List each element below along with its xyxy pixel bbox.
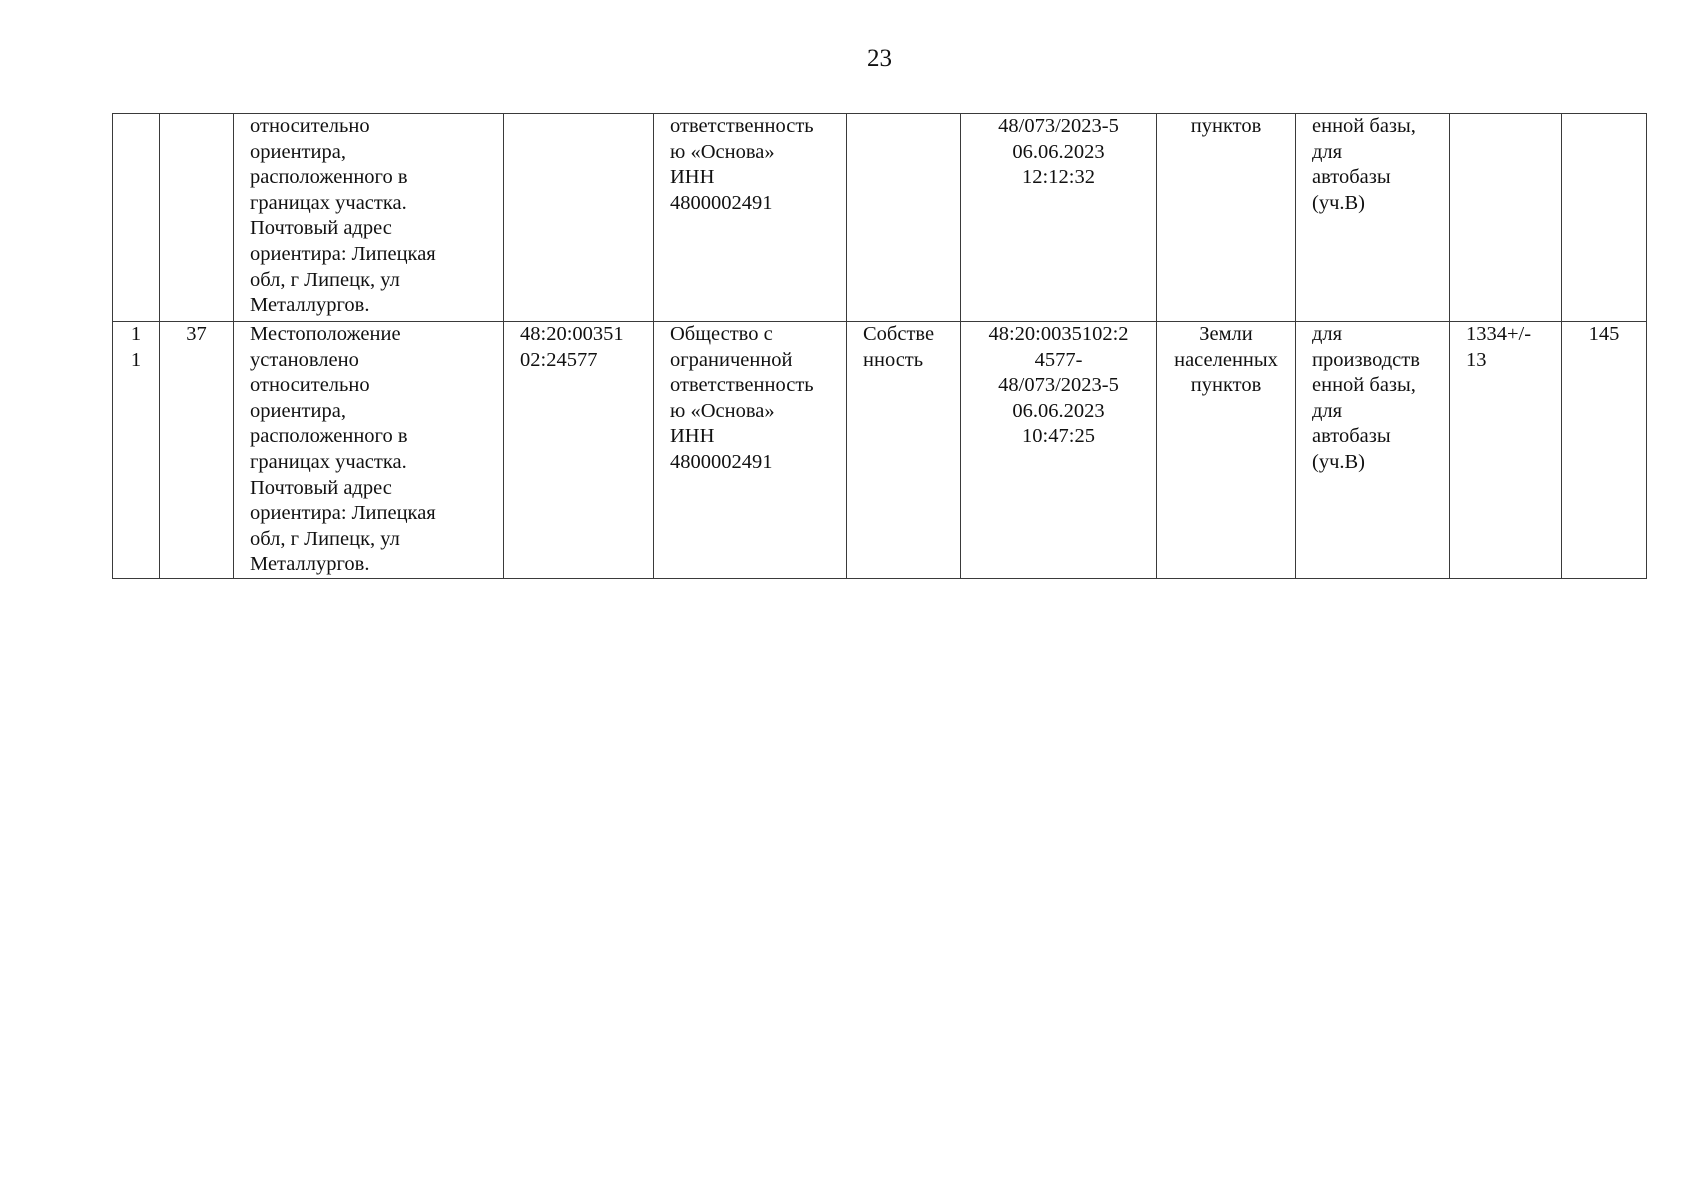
cadastral-number-cell: 48:20:00351 02:24577 [504, 322, 654, 579]
location-cell: относительно ориентира, расположенного в границах участка. Почтовый адрес ориентира: Липецкая обл, г Липецк, ул Металлургов. [234, 114, 504, 322]
area-cell: 1334+/- 13 [1450, 322, 1562, 579]
location-cell: Местоположение установлено относительно ориентира, расположенного в границах участка. Почтовый адрес ориентира: Липецкая обл, г Липецк, ул Металлургов. [234, 322, 504, 579]
land-category-cell: Земли населенных пунктов [1157, 322, 1296, 579]
area-cell [1450, 114, 1562, 322]
row-number-cell [113, 114, 160, 322]
permitted-use-cell: для производств енной базы, для автобазы (уч.В) [1296, 322, 1450, 579]
right-type-cell [847, 114, 961, 322]
registration-cell: 48/073/2023-5 06.06.2023 12:12:32 [961, 114, 1157, 322]
page-number: 23 [867, 45, 892, 72]
last-column-cell [1562, 114, 1647, 322]
object-id-cell [160, 114, 234, 322]
right-type-cell: Собстве нность [847, 322, 961, 579]
table-row [113, 322, 1647, 579]
owner-cell: ответственность ю «Основа» ИНН 4800002491 [654, 114, 847, 322]
row-number-cell: 1 1 [113, 322, 160, 579]
last-column-cell: 145 [1562, 322, 1647, 579]
land-registry-table [112, 113, 1647, 579]
cadastral-number-cell [504, 114, 654, 322]
land-category-cell: пунктов [1157, 114, 1296, 322]
owner-cell: Общество с ограниченной ответственность ю «Основа» ИНН 4800002491 [654, 322, 847, 579]
permitted-use-cell: енной базы, для автобазы (уч.В) [1296, 114, 1450, 322]
table-row [113, 114, 1647, 322]
registration-cell: 48:20:0035102:2 4577- 48/073/2023-5 06.06.2023 10:47:25 [961, 322, 1157, 579]
object-id-cell: 37 [160, 322, 234, 579]
